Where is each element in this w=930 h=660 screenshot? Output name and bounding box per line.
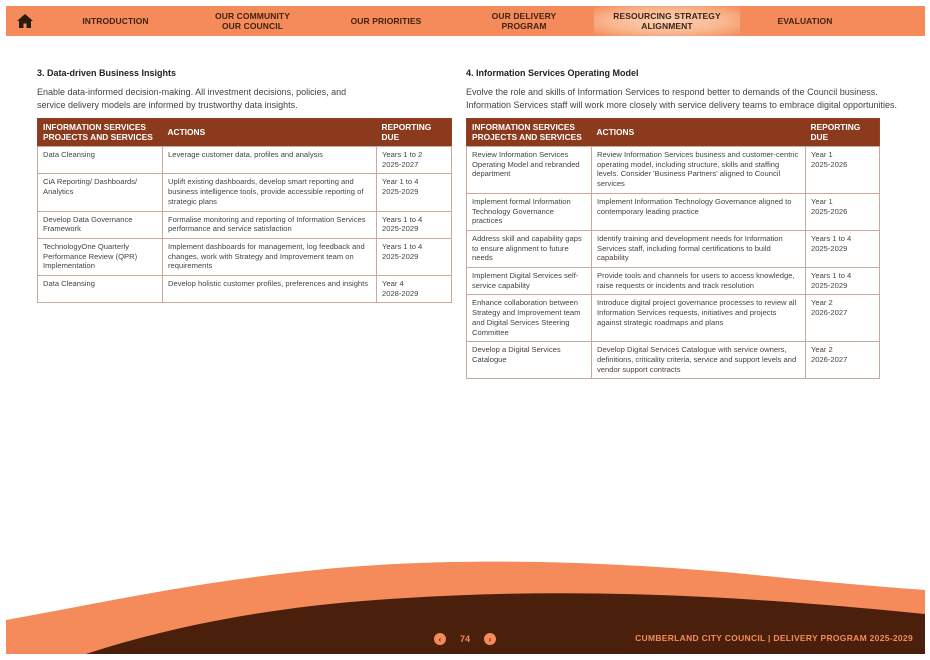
top-nav — [6, 6, 925, 36]
cell-action: Provide tools and channels for users to access knowledge, raise requests or incidents and track resolution — [592, 268, 806, 295]
header-projects: INFORMATION SERVICES PROJECTS AND SERVICES — [467, 119, 592, 147]
cell-reporting-due: Year 1 2025-2026 — [806, 147, 880, 194]
cell-reporting-due: Years 1 to 4 2025-2029 — [377, 211, 452, 238]
page — [6, 6, 925, 654]
cell-project: Data Cleansing — [38, 147, 163, 174]
section-data-insights — [37, 68, 451, 303]
cell-action: Develop Digital Services Catalogue with service owners, definitions, criticality criteria, service and support levels and vendor support contracts — [592, 342, 806, 379]
nav-our-priorities[interactable]: OUR PRIORITIES — [350, 16, 422, 26]
projects-table — [37, 118, 452, 303]
cell-project: CiA Reporting/ Dashboards/ Analytics — [38, 174, 163, 211]
cell-project: Develop Data Governance Framework — [38, 211, 163, 238]
cell-project: Review Information Services Operating Model and rebranded department — [467, 147, 592, 194]
home-icon — [16, 13, 34, 29]
section-title: 4. Information Services Operating Model — [466, 68, 639, 78]
cell-action: Develop holistic customer profiles, preferences and insights — [163, 276, 377, 303]
table-row — [38, 276, 452, 303]
cell-reporting-due: Year 1 to 4 2025-2029 — [377, 174, 452, 211]
cell-reporting-due: Years 1 to 4 2025-2029 — [806, 230, 880, 267]
table-row — [467, 193, 880, 230]
section-title: 3. Data-driven Business Insights — [37, 68, 177, 78]
header-reporting: REPORTING DUE — [377, 119, 452, 147]
cell-reporting-due: Year 1 2025-2026 — [806, 193, 880, 230]
nav-delivery-program[interactable]: OUR DELIVERY PROGRAM — [491, 11, 557, 31]
cell-action: Leverage customer data, profiles and analysis — [163, 147, 377, 174]
nav-evaluation[interactable]: EVALUATION — [777, 16, 833, 26]
cell-project: Implement Digital Services self-service capability — [467, 268, 592, 295]
cell-reporting-due: Year 4 2028-2029 — [377, 276, 452, 303]
cell-project: Implement formal Information Technology Governance practices — [467, 193, 592, 230]
table-row — [38, 238, 452, 275]
table-row — [467, 147, 880, 194]
pagination — [434, 633, 496, 645]
cell-reporting-due: Years 1 to 4 2025-2029 — [377, 238, 452, 275]
table-row — [467, 342, 880, 379]
nav-resourcing-strategy[interactable]: RESOURCING STRATEGY ALIGNMENT — [594, 6, 740, 36]
chevron-right-icon[interactable]: › — [484, 633, 496, 645]
nav-introduction[interactable]: INTRODUCTION — [82, 16, 149, 26]
table-row — [467, 230, 880, 267]
cell-action: Identify training and development needs for Information Services staff, including formal certifications to build capability — [592, 230, 806, 267]
table-header-row — [467, 119, 880, 147]
cell-action: Introduce digital project governance processes to review all Information Services requests, initiatives and projects against strategic roadmaps and plans — [592, 295, 806, 342]
cell-action: Implement dashboards for management, log feedback and changes, work with Strategy and Improvement team on requirements — [163, 238, 377, 275]
cell-project: Address skill and capability gaps to ensure alignment to future needs — [467, 230, 592, 267]
cell-action: Implement Information Technology Governance aligned to contemporary leading practice — [592, 193, 806, 230]
home-button[interactable] — [6, 6, 44, 36]
cell-reporting-due: Year 2 2026-2027 — [806, 295, 880, 342]
header-actions: ACTIONS — [163, 119, 377, 147]
cell-project: Data Cleansing — [38, 276, 163, 303]
cell-project: Enhance collaboration between Strategy and Improvement team and Digital Services Steering Committee — [467, 295, 592, 342]
cell-reporting-due: Years 1 to 2 2025-2027 — [377, 147, 452, 174]
cell-project: Develop a Digital Services Catalogue — [467, 342, 592, 379]
header-reporting: REPORTING DUE — [806, 119, 880, 147]
cell-reporting-due: Year 2 2026-2027 — [806, 342, 880, 379]
section-intro: Enable data-informed decision-making. All investment decisions, policies, and service delivery models are informed by trustworthy data insights. — [37, 87, 347, 110]
cell-project: TechnologyOne Quarterly Performance Review (QPR) Implementation — [38, 238, 163, 275]
table-row — [467, 295, 880, 342]
table-row — [38, 147, 452, 174]
page-number: 74 — [459, 634, 470, 644]
section-operating-model — [466, 68, 898, 379]
table-row — [38, 211, 452, 238]
cell-reporting-due: Years 1 to 4 2025-2029 — [806, 268, 880, 295]
chevron-left-icon[interactable]: ‹ — [434, 633, 446, 645]
cell-action: Review Information Services business and customer-centric operating model, including structure, skills and staffing levels. Consider 'Business Partners' aligned to Council services — [592, 147, 806, 194]
table-header-row — [38, 119, 452, 147]
header-actions: ACTIONS — [592, 119, 806, 147]
section-intro: Evolve the role and skills of Information Services to respond better to demands of the Council business. Information Services staff will work more closely with service delivery teams to embrace digital opportunities. — [466, 87, 898, 110]
table-row — [467, 268, 880, 295]
nav-our-community[interactable]: OUR COMMUNITY OUR COUNCIL — [215, 11, 290, 31]
cell-action: Uplift existing dashboards, develop smart reporting and business intelligence tools, provide accessible reporting of strategic plans — [163, 174, 377, 211]
cell-action: Formalise monitoring and reporting of Information Services performance and service satisfaction — [163, 211, 377, 238]
table-row — [38, 174, 452, 211]
projects-table — [466, 118, 880, 379]
header-projects: INFORMATION SERVICES PROJECTS AND SERVICES — [38, 119, 163, 147]
footer-title: CUMBERLAND CITY COUNCIL | DELIVERY PROGRAM 2025-2029 — [635, 633, 913, 643]
